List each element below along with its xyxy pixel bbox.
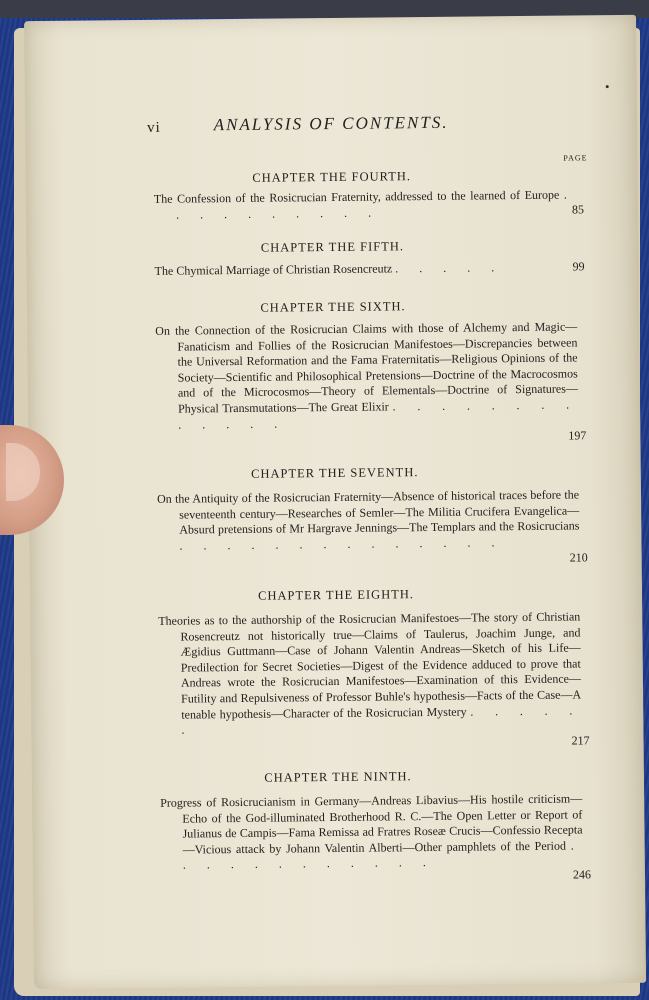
- dot-leader: . . . . . . . . . . . . . .: [179, 534, 504, 553]
- chapter-heading-eighth: CHAPTER THE EIGHTH.: [258, 587, 415, 603]
- toc-page-number: 217: [571, 733, 590, 748]
- toc-entry-sixth: [155, 319, 578, 433]
- book-page: [24, 15, 646, 989]
- dot-leader: . . . . . . . . . . . . .: [178, 397, 579, 432]
- running-head: [25, 111, 637, 147]
- ink-spot: [606, 85, 609, 88]
- page-title: ANALYSIS OF CONTENTS.: [213, 112, 449, 135]
- toc-entry-fourth: [154, 187, 576, 223]
- toc-entry-text: The Chymical Marriage of Christian Rosencreutz: [154, 261, 393, 278]
- chapter-heading-fourth: CHAPTER THE FOURTH.: [252, 169, 412, 185]
- toc-page-number: 85: [571, 202, 585, 217]
- toc-entry-text: On the Connection of the Rosicrucian Claims with those of Alchemy and Magic—Fanaticism and Follies of the Rosicrucian Manifestoes—Discrepancies between the Universal Reformation and the Fama Fraternitatis—Religious Opinions of the Society—Scientific and Philosophical Pretensions—Doctrine of the Macrocosmos and of the Microcosmos—Theory of Elementals—Doctrine of Signatures—Physical Transmutations—The Great Elixir: [155, 319, 578, 416]
- dot-leader: . . . . . . . . . . . .: [182, 838, 583, 872]
- toc-page-number: 210: [569, 550, 588, 565]
- thumbnail: [6, 443, 40, 501]
- toc-page-number: 246: [572, 867, 592, 882]
- toc-entry-ninth: [160, 791, 583, 873]
- chapter-heading-fifth: CHAPTER THE FIFTH.: [260, 239, 405, 255]
- toc-entry-text: On the Antiquity of the Rosicrucian Fraternity—Absence of historical traces before the seventeenth century—Researches of Semler—The Militia Crucifera Evangelica—Absurd pretensions of Mr Hargrave Jennings—The Templars and the Rosicrucians: [156, 487, 580, 537]
- chapter-heading-ninth: CHAPTER THE NINTH.: [264, 769, 412, 785]
- chapter-heading-sixth: CHAPTER THE SIXTH.: [260, 299, 406, 315]
- toc-entry-text: Theories as to the authorship of the Rosicrucian Manifestoes—The story of Christian Rosencreutz not historically true—Claims of Taulerus, Joachim Junge, and Ægidius Guttmann—Case of Johann Valentin Andreas—Sketch of his Life—Predilection for Secret Societies—Digest of the Evidence adduced to prove that Andreas wrote the Rosicrucian Manifestoes—Examination of this Evidence—Futility and Repulsiveness of Professor Buhle's hypothesis—Facts of the Case—A tenable hypothesis—Character of the Rosicrucian Mystery: [158, 609, 582, 722]
- toc-page-number: 197: [568, 428, 587, 443]
- toc-entry-fifth: [155, 259, 577, 279]
- page-column-label: PAGE: [563, 153, 588, 163]
- toc-entry-text: Progress of Rosicrucianism in Germany—Andreas Libavius—His hostile criticism—Echo of the God-illuminated Brotherhood R. C.—The Open Letter or Report of Julianus de Campis—Fama Remissa ad Fratres Roseæ Crucis—Confessio Recepta—Vicious attack by Johann Valentin Alberti—Other pamphlets of the Period: [160, 791, 583, 857]
- toc-entry-eighth: [158, 609, 581, 738]
- dot-leader: . . . . . . . . . .: [175, 187, 576, 222]
- page-number: vi: [147, 119, 161, 136]
- toc-entry-text: The Confession of the Rosicrucian Fraternity, addressed to the learned of Europe: [153, 187, 560, 206]
- chapter-heading-seventh: CHAPTER THE SEVENTH.: [251, 465, 419, 481]
- toc-page-number: 99: [572, 259, 585, 274]
- dot-leader: . . . . .: [395, 260, 504, 276]
- dot-leader: . . . . . .: [181, 702, 582, 737]
- toc-entry-seventh: [157, 487, 580, 554]
